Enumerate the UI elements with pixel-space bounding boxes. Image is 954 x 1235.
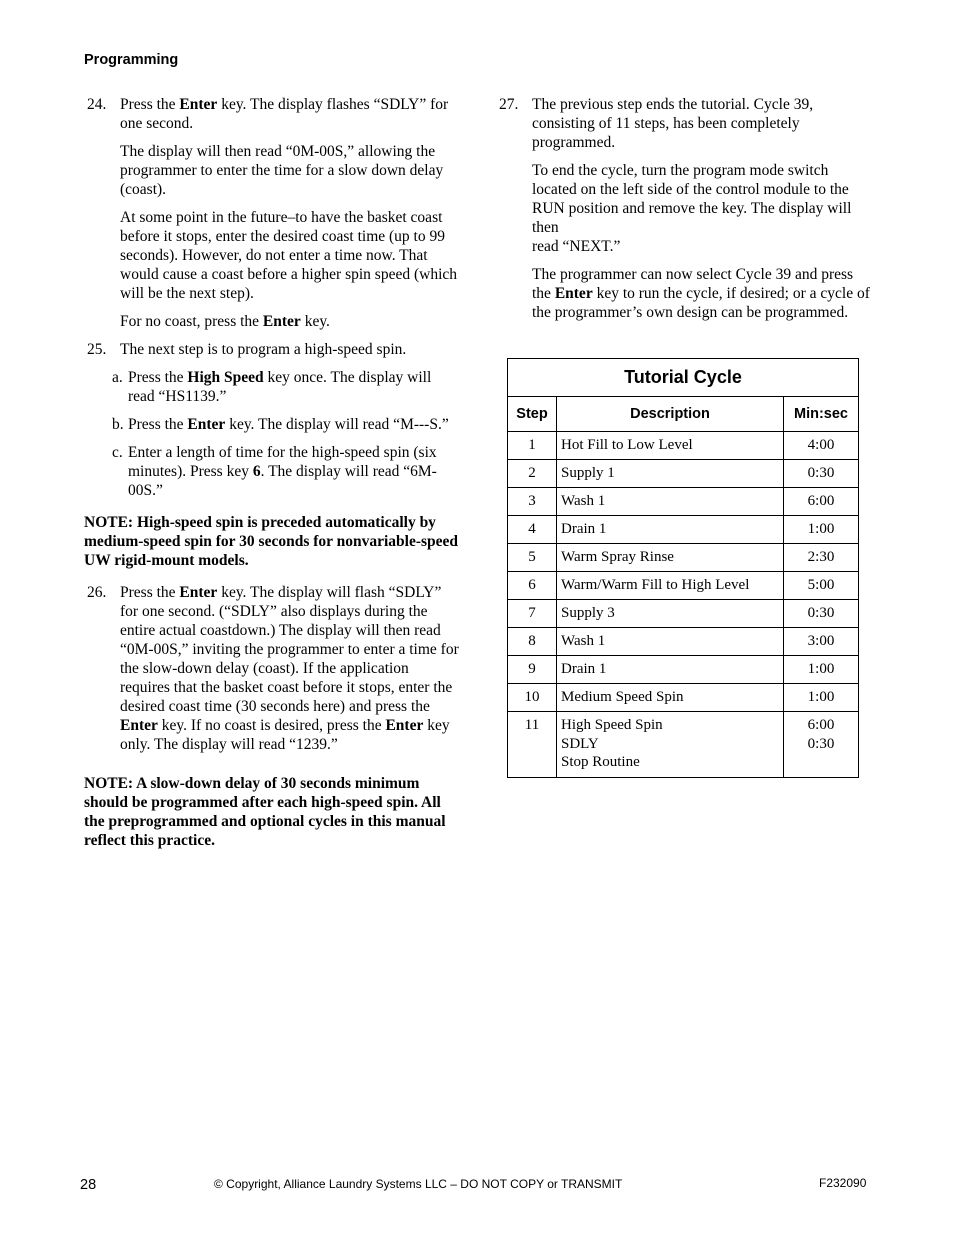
time-line: 4:00 bbox=[807, 437, 835, 453]
time-line: 3:00 bbox=[807, 633, 835, 649]
table-row bbox=[508, 460, 859, 488]
substep-letter: c. bbox=[112, 444, 123, 461]
table-row bbox=[508, 544, 859, 572]
time-line: 1:00 bbox=[807, 661, 835, 677]
cell-minsec bbox=[784, 628, 859, 656]
cell-step: 1 bbox=[508, 432, 557, 460]
cell-description bbox=[557, 628, 784, 656]
table-body bbox=[508, 432, 859, 778]
time-line: 1:00 bbox=[807, 521, 835, 537]
time-line: 0:30 bbox=[807, 465, 835, 481]
description-line: Supply 3 bbox=[561, 605, 615, 621]
page-number: 28 bbox=[80, 1177, 97, 1193]
table-title: Tutorial Cycle bbox=[508, 359, 859, 397]
cell-description bbox=[557, 544, 784, 572]
substep-letter: b. bbox=[112, 416, 124, 433]
step-27-paragraph-3: The programmer can now select Cycle 39 and press the Enter key to run the cycle, if desired; or a cycle of the programmer’s own design can be programmed. bbox=[532, 266, 870, 321]
cell-step: 8 bbox=[508, 628, 557, 656]
table-row bbox=[508, 712, 859, 778]
step-24-paragraph-3: At some point in the future–to have the basket coast before it stops, enter the desired coast time (up to 99 seconds). However, do not enter a time now. That would cause a coast before a higher spin speed (which will be the next step). bbox=[120, 209, 458, 302]
cell-description bbox=[557, 432, 784, 460]
cell-minsec bbox=[784, 516, 859, 544]
table-row bbox=[508, 684, 859, 712]
table-row bbox=[508, 628, 859, 656]
cell-description bbox=[557, 488, 784, 516]
note-slow-down-delay: NOTE: A slow-down delay of 30 seconds minimum should be programmed after each high-speed spin. All the preprogrammed and optional cycles in this manual reflect this practice. bbox=[84, 775, 446, 849]
cell-minsec bbox=[784, 432, 859, 460]
document-id: F232090 bbox=[819, 1176, 867, 1190]
left-column bbox=[84, 95, 459, 863]
description-line: Warm/Warm Fill to High Level bbox=[561, 577, 750, 593]
step-number: 24. bbox=[87, 96, 107, 113]
step-26-text: Press the Enter key. The display will flash “SDLY” for one second. (“SDLY” also displays during the entire actual coastdown.) The display will then read “0M-00S,” inviting the programmer to enter a time for the slow-down delay (coast). If the application requires that the basket coast before it stops, enter the desired coast time (30 seconds here) and press the Enter key. If no coast is desired, press the Enter key only. The display will read “1239.” bbox=[120, 584, 459, 753]
time-line: 0:30 bbox=[807, 605, 835, 621]
cell-step: 10 bbox=[508, 684, 557, 712]
step-25 bbox=[84, 340, 459, 359]
step-number: 27. bbox=[499, 96, 519, 113]
cell-step: 5 bbox=[508, 544, 557, 572]
description-line: Stop Routine bbox=[561, 754, 640, 770]
cell-step: 11 bbox=[508, 712, 557, 778]
table-row bbox=[508, 432, 859, 460]
description-line: Drain 1 bbox=[561, 521, 607, 537]
step-25-substep-a: a. Press the High Speed key once. The display will read “HS1139.” bbox=[112, 369, 432, 405]
step-25-substep-c: c. Enter a length of time for the high-speed spin (six minutes). Press key 6. The display will read “6M-00S.” bbox=[112, 444, 437, 499]
time-line: 0:30 bbox=[807, 735, 835, 752]
right-column bbox=[496, 95, 871, 331]
step-27 bbox=[496, 95, 871, 322]
tutorial-cycle-table bbox=[507, 358, 859, 778]
time-line: 6:00 bbox=[807, 493, 835, 509]
table-row bbox=[508, 516, 859, 544]
description-line: Drain 1 bbox=[561, 661, 607, 677]
cell-minsec bbox=[784, 544, 859, 572]
step-25-substep-b: b. Press the Enter key. The display will read “M---S.” bbox=[112, 416, 449, 433]
cell-minsec bbox=[784, 656, 859, 684]
step-24-paragraph-2: The display will then read “0M-00S,” allowing the programmer to enter the time for a slow down delay (coast). bbox=[120, 143, 444, 198]
cell-step: 4 bbox=[508, 516, 557, 544]
time-line: 2:30 bbox=[807, 549, 835, 565]
note-high-speed-spin: NOTE: High-speed spin is preceded automatically by medium-speed spin for 30 seconds for nonvariable-speed UW rigid-mount models. bbox=[84, 514, 459, 569]
table-row bbox=[508, 656, 859, 684]
table-row bbox=[508, 488, 859, 516]
step-25-text: The next step is to program a high-speed spin. bbox=[120, 341, 407, 358]
column-header-description: Description bbox=[557, 397, 784, 432]
cell-description bbox=[557, 460, 784, 488]
substep-letter: a. bbox=[112, 369, 123, 386]
description-line: Supply 1 bbox=[561, 465, 615, 481]
time-line: 5:00 bbox=[807, 577, 835, 593]
cell-minsec bbox=[784, 712, 859, 778]
table-row bbox=[508, 600, 859, 628]
cell-description bbox=[557, 712, 784, 778]
cell-minsec bbox=[784, 600, 859, 628]
description-line: Hot Fill to Low Level bbox=[561, 437, 693, 453]
cell-description bbox=[557, 684, 784, 712]
description-line: Warm Spray Rinse bbox=[561, 549, 674, 565]
description-line: SDLY bbox=[561, 735, 599, 752]
table-row bbox=[508, 572, 859, 600]
cell-description bbox=[557, 656, 784, 684]
step-24-paragraph-4: For no coast, press the Enter key. bbox=[120, 313, 330, 330]
copyright-notice: © Copyright, Alliance Laundry Systems LLC – DO NOT COPY or TRANSMIT bbox=[214, 1177, 623, 1191]
cell-step: 2 bbox=[508, 460, 557, 488]
step-24-paragraph-1: Press the Enter key. The display flashes “SDLY” for one second. bbox=[120, 96, 449, 132]
description-line: Medium Speed Spin bbox=[561, 689, 684, 705]
cell-minsec bbox=[784, 488, 859, 516]
time-line: 6:00 bbox=[807, 717, 835, 733]
column-header-step: Step bbox=[508, 397, 557, 432]
description-line: High Speed Spin bbox=[561, 717, 663, 733]
cell-step: 7 bbox=[508, 600, 557, 628]
time-line: 1:00 bbox=[807, 689, 835, 705]
step-27-paragraph-1: The previous step ends the tutorial. Cycle 39, consisting of 11 steps, has been completely programmed. bbox=[532, 96, 814, 151]
cell-minsec bbox=[784, 572, 859, 600]
cell-description bbox=[557, 600, 784, 628]
description-line: Wash 1 bbox=[561, 493, 606, 509]
step-number: 26. bbox=[87, 584, 107, 601]
cell-description bbox=[557, 516, 784, 544]
description-line: Wash 1 bbox=[561, 633, 606, 649]
step-24 bbox=[84, 95, 459, 331]
cell-minsec bbox=[784, 460, 859, 488]
step-number: 25. bbox=[87, 341, 107, 358]
step-26 bbox=[84, 583, 459, 754]
column-header-minsec: Min:sec bbox=[784, 397, 859, 432]
cell-minsec bbox=[784, 684, 859, 712]
step-27-paragraph-2: To end the cycle, turn the program mode switch located on the left side of the control module to the RUN position and remove the key. The display will then read “NEXT.” bbox=[532, 162, 852, 255]
cell-step: 6 bbox=[508, 572, 557, 600]
cell-description bbox=[557, 572, 784, 600]
section-heading: Programming bbox=[84, 52, 179, 68]
cell-step: 9 bbox=[508, 656, 557, 684]
cell-step: 3 bbox=[508, 488, 557, 516]
